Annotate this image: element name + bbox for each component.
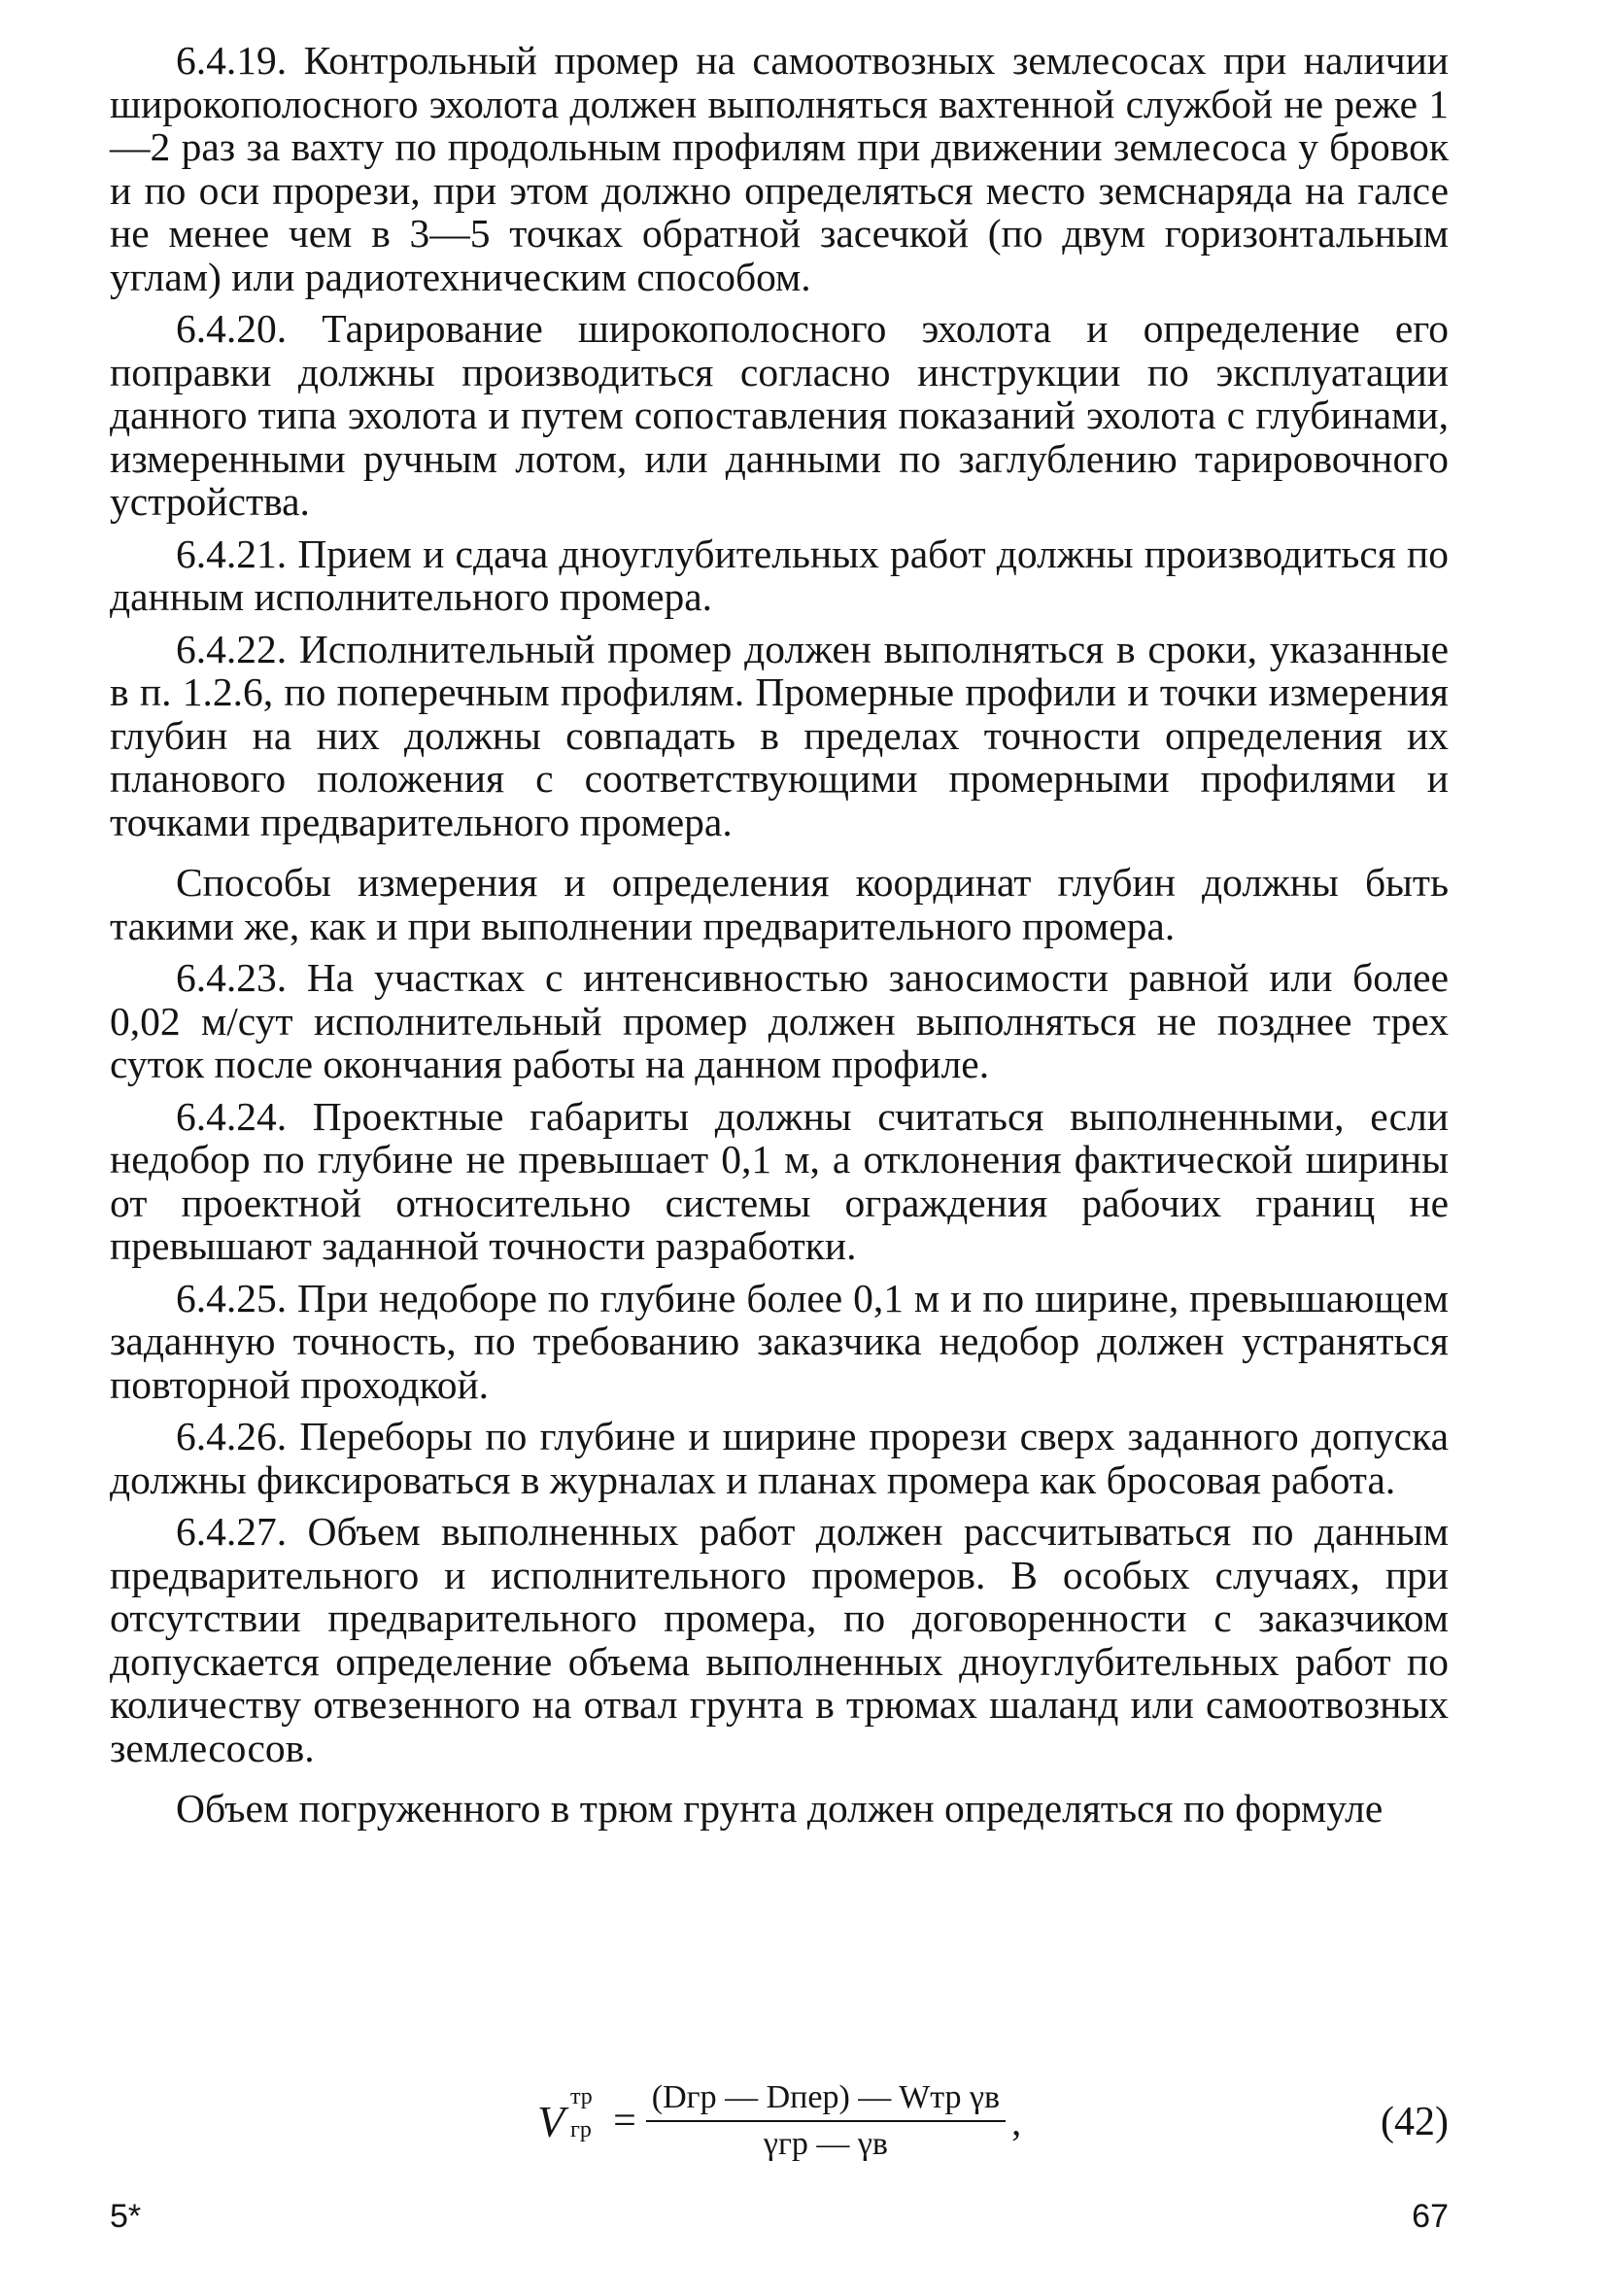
paragraph-6-4-21: 6.4.21. Прием и сдача дноуглубительных работ должны производиться по данным исполнительного промера. [110, 531, 1449, 619]
page-body [110, 39, 1449, 1839]
paragraph-6-4-25: 6.4.25. При недоборе по глубине более 0,1 м и по ширине, превышающем заданную точность, по требованию заказчика недобор должен устраняться повторной проходкой. [110, 1275, 1449, 1407]
paragraph-6-4-22: 6.4.22. Исполнительный промер должен выполняться в сроки, указанные в п. 1.2.6, по поперечным профилям. Промерные профили и точки измерения глубин на них должны совпадать в пределах точности определения их планового положения с соответствующими промерными профилями и точками предварительного промера. [110, 626, 1449, 844]
equation-number: (42) [1381, 2100, 1449, 2144]
signature-mark: 5* [110, 2198, 142, 2235]
paragraph-formula-intro: Объем погруженного в трюм грунта должен определяться по формуле [176, 1786, 1384, 1831]
formula-equals: = [613, 2099, 636, 2143]
paragraph-6-4-27: 6.4.27. Объем выполненных работ должен рассчитываться по данным предварительного и исполнительного промеров. В особых случаях, при отсутствии предварительного промера, по договоренности с заказчиком допускается определение объема выполненных дноуглубительных работ по количеству отвезенного на отвал грунта в трюмах шаланд или самоотвозных землесосов. [110, 1509, 1449, 1770]
paragraph-6-4-23: 6.4.23. На участках с интенсивностью заносимости равной или более 0,02 м/сут исполнительный промер должен выполняться не позднее трех суток после окончания работы на данном профиле. [110, 955, 1449, 1086]
formula-42 [110, 2068, 1449, 2175]
formula-lhs-superscript: тр [570, 2083, 593, 2109]
formula-expression [537, 2068, 1021, 2175]
formula-lhs [537, 2083, 609, 2147]
paragraph-6-4-20: 6.4.20. Тарирование широкополосного эхолота и определение его поправки должны производиться согласно инструкции по эксплуатации данного типа эхолота и путем сопоставления показаний эхолота с глубинами, измеренными ручным лотом, или данными по заглублению тарировочного устройства. [110, 306, 1449, 524]
paragraph-measurement-methods: Способы измерения и определения координат глубин должны быть такими же, как и при выполнении предварительного промера. [110, 860, 1449, 948]
formula-trailing-comma: , [1011, 2099, 1022, 2143]
paragraph-6-4-19: 6.4.19. Контрольный промер на самоотвозных землесосах при наличии широкополосного эхолота должен выполняться вахтенной службой не реже 1—2 раз за вахту по продольным профилям при движении землесоса у бровок и по оси прорези, при этом должно определяться место земснаряда на галсе не менее чем в 3—5 точках обратной засечкой (по двум горизонтальным углам) или радиотехническим способом. [110, 38, 1449, 299]
page-number: 67 [1412, 2198, 1449, 2235]
formula-numerator: (Dгр — Dпер) — Wтр γв [651, 2079, 1001, 2115]
formula-lhs-subscript: гр [570, 2116, 592, 2142]
formula-fraction [646, 2079, 1006, 2163]
formula-denominator: γгр — γв [763, 2126, 888, 2162]
paragraph-6-4-24: 6.4.24. Проектные габариты должны считаться выполненными, если недобор по глубине не превышает 0,1 м, а отклонения фактической ширины от проектной относительно системы ограждения рабочих границ не превышают заданной точности разработки. [110, 1093, 1449, 1268]
formula-lhs-symbol: V [537, 2096, 565, 2146]
paragraph-6-4-26: 6.4.26. Переборы по глубине и ширине прорези сверх заданного допуска должны фиксироваться в журналах и планах промера как бросовая работа. [110, 1414, 1449, 1502]
